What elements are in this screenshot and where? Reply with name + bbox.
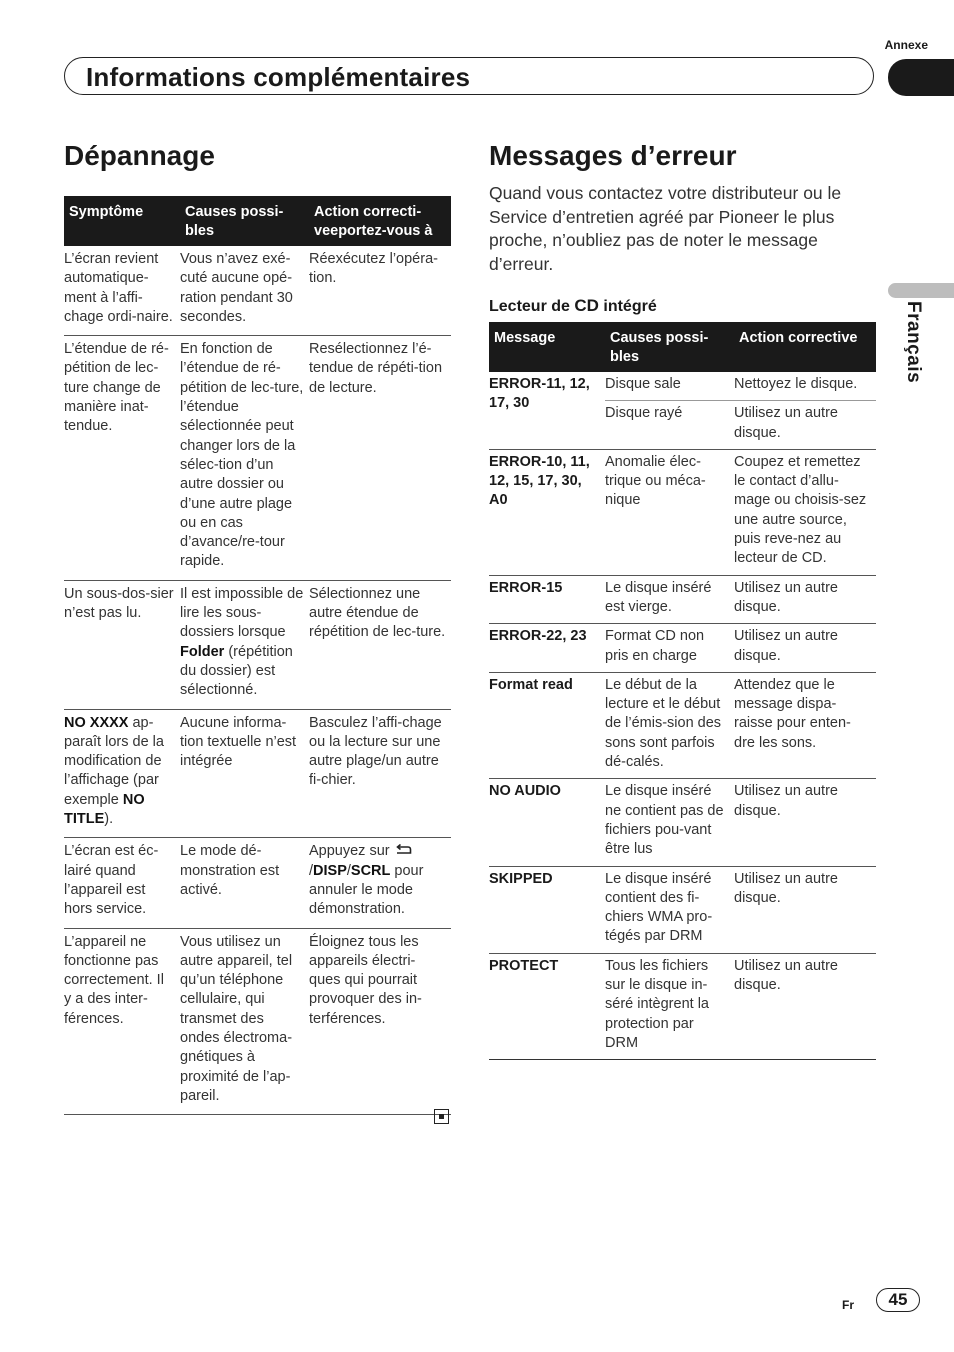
symptom-cell: L’appareil ne fonctionne pas correctement. Il y a des inter-férences. bbox=[64, 928, 180, 1115]
subheading-text: Lecteur de bbox=[489, 298, 575, 315]
section-label: Annexe bbox=[884, 38, 928, 52]
action-cell: Sélectionnez une autre étendue de répétition de lec-ture. bbox=[309, 580, 451, 709]
cause-cell: Vous utilisez un autre appareil, tel qu’un téléphone cellulaire, qui transmet des ondes électroma-gnétiques à proximité de l’ap-pareil. bbox=[180, 928, 309, 1115]
cause-cell: Anomalie élec-trique ou méca-nique bbox=[605, 449, 734, 575]
action-cell: Utilisez un autre disque. bbox=[734, 575, 876, 624]
table-row bbox=[64, 709, 451, 838]
message-cell: Format read bbox=[489, 672, 605, 778]
cause-cell: Aucune informa-tion textuelle n’est intégrée bbox=[180, 709, 309, 838]
table-row bbox=[489, 575, 876, 624]
symptom-cell: L’écran est éc-lairé quand l’appareil est hors service. bbox=[64, 838, 180, 928]
table-row bbox=[489, 449, 876, 575]
action-cell: Basculez l’affi-chage ou la lecture sur une autre plage/un autre fi-chier. bbox=[309, 709, 451, 838]
action-cell: Utilisez un autre disque. bbox=[734, 624, 876, 673]
stop-icon bbox=[434, 1109, 449, 1124]
cause-cell: Le disque inséré contient des fi-chiers WMA pro-tégés par DRM bbox=[605, 866, 734, 953]
cause-cell: Disque rayé bbox=[605, 401, 734, 450]
column-header: Causes possi-bles bbox=[180, 196, 309, 246]
subheading-cd: CD bbox=[574, 296, 599, 315]
subheading-text: intégré bbox=[598, 298, 657, 315]
header-tab-marker bbox=[888, 59, 954, 96]
table-row bbox=[489, 953, 876, 1059]
column-header: Action correcti-veeportez-vous à bbox=[309, 196, 451, 246]
cause-cell: Le disque inséré est vierge. bbox=[605, 575, 734, 624]
symptom-cell: L’écran revient automatique-ment à l’affi-chage ordi-naire. bbox=[64, 246, 180, 336]
message-cell: ERROR-10, 11, 12, 15, 17, 30, A0 bbox=[489, 449, 605, 575]
action-text: Appuyez sur bbox=[309, 843, 394, 860]
action-cell: Utilisez un autre disque. bbox=[734, 401, 876, 450]
message-cell: ERROR-15 bbox=[489, 575, 605, 624]
page-number: 45 bbox=[876, 1288, 920, 1312]
troubleshooting-title: Dépannage bbox=[64, 140, 215, 171]
message-cell: PROTECT bbox=[489, 953, 605, 1059]
message-cell: SKIPPED bbox=[489, 866, 605, 953]
troubleshooting-table bbox=[64, 196, 451, 1115]
action-cell bbox=[309, 838, 451, 928]
action-cell: Utilisez un autre disque. bbox=[734, 953, 876, 1059]
cause-cell bbox=[180, 580, 309, 709]
scrl-label: SCRL bbox=[350, 862, 391, 879]
column-header: Causes possi-bles bbox=[605, 322, 734, 372]
action-text: pour annuler le mode démonstration. bbox=[309, 862, 424, 918]
symptom-text: ap-paraît lors de la modification de l’affichage (par exemple bbox=[64, 714, 164, 808]
cause-cell: Le disque inséré ne contient pas de fichiers pou-vant être lus bbox=[605, 779, 734, 866]
column-header: Action corrective bbox=[734, 322, 876, 372]
action-cell: Utilisez un autre disque. bbox=[734, 779, 876, 866]
cause-cell: Tous les fichiers sur le disque in-séré intègrent la protection par DRM bbox=[605, 953, 734, 1059]
table-row bbox=[64, 928, 451, 1115]
no-xxxx-label: NO XXXX bbox=[64, 714, 129, 731]
cause-text: (répétition du dossier) est sélectionné. bbox=[180, 643, 293, 699]
language-code: Fr bbox=[842, 1298, 854, 1312]
table-row bbox=[489, 372, 876, 401]
table-row bbox=[489, 779, 876, 866]
action-cell: Utilisez un autre disque. bbox=[734, 866, 876, 953]
action-cell: Réexécutez l’opéra-tion. bbox=[309, 246, 451, 336]
cause-cell: Disque sale bbox=[605, 372, 734, 401]
cause-cell: Le mode dé-monstration est activé. bbox=[180, 838, 309, 928]
table-row bbox=[489, 624, 876, 673]
table-row bbox=[489, 866, 876, 953]
action-cell: Coupez et remettez le contact d’allu-mage ou choisis-sez une autre source, puis reve-nez au lecteur de CD. bbox=[734, 449, 876, 575]
language-tab-label: Français bbox=[903, 301, 924, 384]
column-header: Symptôme bbox=[64, 196, 180, 246]
table-row bbox=[64, 580, 451, 709]
language-tab-marker bbox=[888, 283, 954, 298]
symptom-cell bbox=[64, 709, 180, 838]
table-row bbox=[489, 672, 876, 778]
table-header-row bbox=[64, 196, 451, 246]
return-arrow-icon bbox=[394, 844, 412, 856]
table-row bbox=[64, 838, 451, 928]
cause-cell: En fonction de l’étendue de ré-pétition de lec-ture, l’étendue sélectionnée peut changer lors de la sélec-tion d’un autre dossier ou d’une autre plage ou en cas d’avance/re-tour rapide. bbox=[180, 336, 309, 581]
disp-label: DISP bbox=[313, 862, 347, 879]
subheading bbox=[489, 296, 657, 316]
table-row bbox=[64, 336, 451, 581]
action-cell: Nettoyez le disque. bbox=[734, 372, 876, 401]
symptom-cell: Un sous-dos-sier n’est pas lu. bbox=[64, 580, 180, 709]
action-cell: Resélectionnez l’é-tendue de répéti-tion de lecture. bbox=[309, 336, 451, 581]
error-messages-title: Messages d’erreur bbox=[489, 140, 737, 171]
cause-cell: Vous n’avez exé-cuté aucune opé-ration pendant 30 secondes. bbox=[180, 246, 309, 336]
action-text: / bbox=[346, 862, 351, 879]
message-cell: ERROR-22, 23 bbox=[489, 624, 605, 673]
action-cell: Attendez que le message dispa-raisse pour enten-dre les sons. bbox=[734, 672, 876, 778]
error-messages-table bbox=[489, 322, 876, 1060]
no-title-label: NO TITLE bbox=[64, 791, 145, 828]
symptom-text: ). bbox=[104, 811, 114, 828]
message-cell: NO AUDIO bbox=[489, 779, 605, 866]
header-title: Informations complémentaires bbox=[86, 62, 471, 92]
message-cell: ERROR-11, 12, 17, 30 bbox=[489, 372, 605, 449]
action-text: / bbox=[309, 862, 314, 879]
table-header-row bbox=[489, 322, 876, 372]
symptom-cell: L’étendue de ré-pétition de lec-ture change de manière inat-tendue. bbox=[64, 336, 180, 581]
table-row bbox=[64, 246, 451, 336]
action-cell: Éloignez tous les appareils électri-ques qui pourrait provoquer des in-terférences. bbox=[309, 928, 451, 1115]
column-header: Message bbox=[489, 322, 605, 372]
error-messages-intro: Quand vous contactez votre distributeur ou le Service d’entretien agréé par Pioneer le plus proche, n’oubliez pas de noter le message d’erreur. bbox=[489, 183, 842, 274]
cause-cell: Le début de la lecture et le début de l’émis-sion des sons sont parfois dé-calés. bbox=[605, 672, 734, 778]
page-header bbox=[64, 57, 874, 95]
cause-text: Il est impossible de lire les sous-dossiers lorsque bbox=[180, 585, 304, 641]
folder-label: Folder bbox=[180, 643, 225, 660]
cause-cell: Format CD non pris en charge bbox=[605, 624, 734, 673]
